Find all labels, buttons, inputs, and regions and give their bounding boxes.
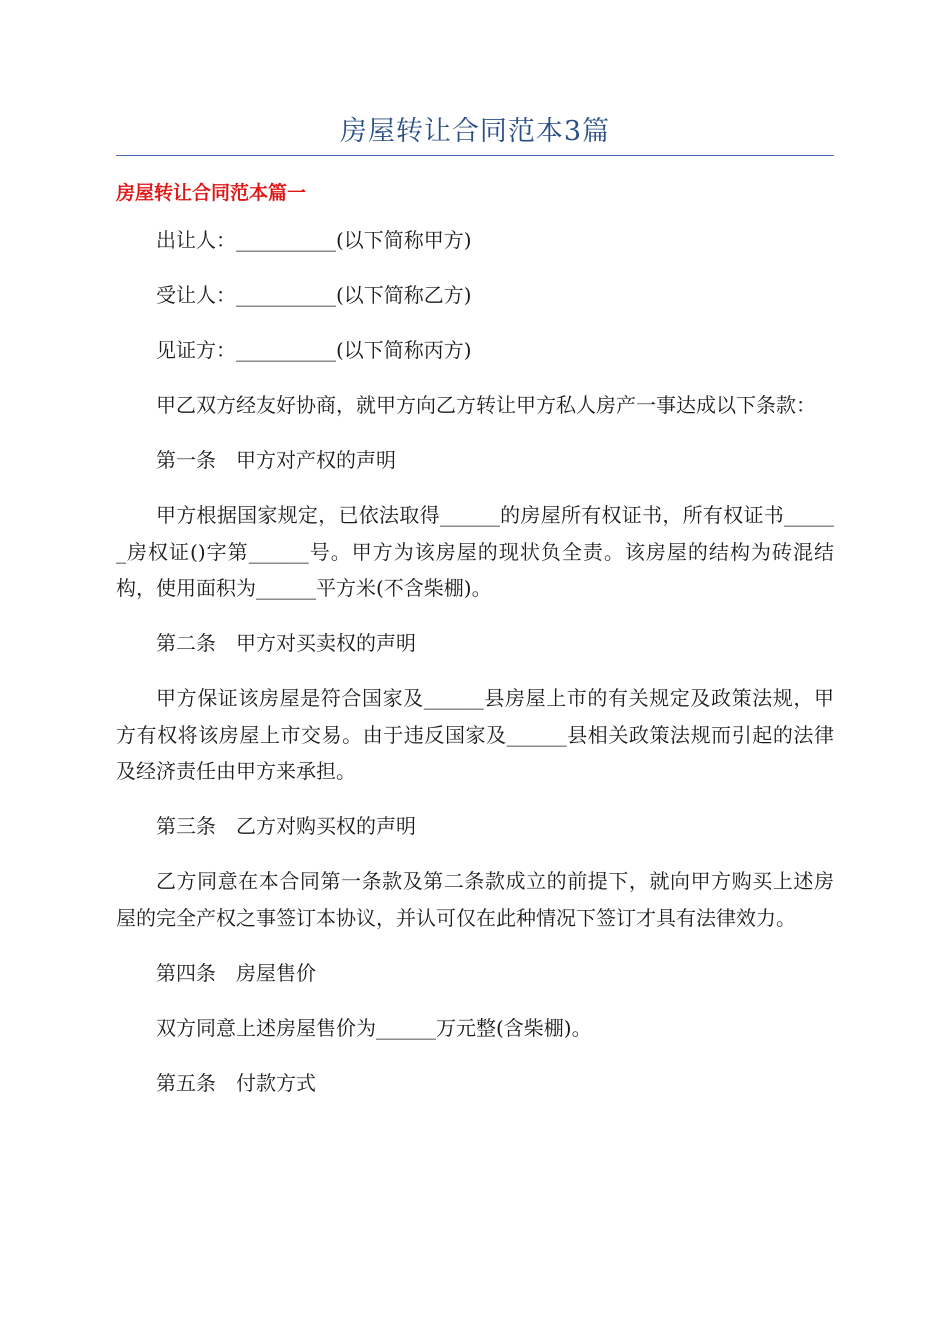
article-title: 房屋售价 <box>236 960 316 985</box>
article-number: 第三条 <box>156 814 216 838</box>
preamble-paragraph: 甲乙双方经友好协商，就甲方向乙方转让甲方私人房产一事达成以下条款： <box>156 393 816 417</box>
party-buyer: 受让人：__________(以下简称乙方) <box>156 283 472 307</box>
article-number: 第二条 <box>156 631 216 655</box>
article-1-heading <box>116 442 834 479</box>
article-2-heading <box>116 625 834 662</box>
document-body <box>116 222 834 1120</box>
article-5-heading <box>116 1065 834 1102</box>
article-4-body: 双方同意上述房屋售价为______万元整(含柴棚)。 <box>156 1015 592 1040</box>
article-number: 第四条 <box>156 960 216 985</box>
article-title: 乙方对购买权的声明 <box>236 814 416 838</box>
article-4-heading <box>116 955 834 992</box>
article-number: 第一条 <box>156 448 216 472</box>
section-heading: 房屋转让合同范本篇一 <box>116 182 307 204</box>
article-number: 第五条 <box>156 1070 216 1095</box>
party-witness: 见证方：__________(以下简称丙方) <box>156 338 472 362</box>
article-3-heading <box>116 808 834 845</box>
article-2-body: 甲方保证该房屋是符合国家及______县房屋上市的有关规定及政策法规，甲方有权将该房屋上市交易。由于违反国家及______县相关政策法规而引起的法律及经济责任由甲方来承担。 <box>116 686 834 783</box>
article-title: 甲方对产权的声明 <box>236 448 396 472</box>
article-1-body: 甲方根据国家规定，已依法取得______的房屋所有权证书，所有权证书______房权证()字第______号。甲方为该房屋的现状负全责。该房屋的结构为砖混结构，使用面积为______平方米(不含柴棚)。 <box>116 503 834 600</box>
document-title: 房屋转让合同范本3篇 <box>339 116 611 147</box>
title-underline <box>116 155 834 156</box>
article-title: 付款方式 <box>236 1070 316 1095</box>
article-3-body: 乙方同意在本合同第一条款及第二条款成立的前提下，就向甲方购买上述房屋的完全产权之事签订本协议，并认可仅在此种情况下签订才具有法律效力。 <box>116 869 834 930</box>
party-seller: 出让人：__________(以下简称甲方) <box>156 228 472 252</box>
article-title: 甲方对买卖权的声明 <box>236 631 416 655</box>
